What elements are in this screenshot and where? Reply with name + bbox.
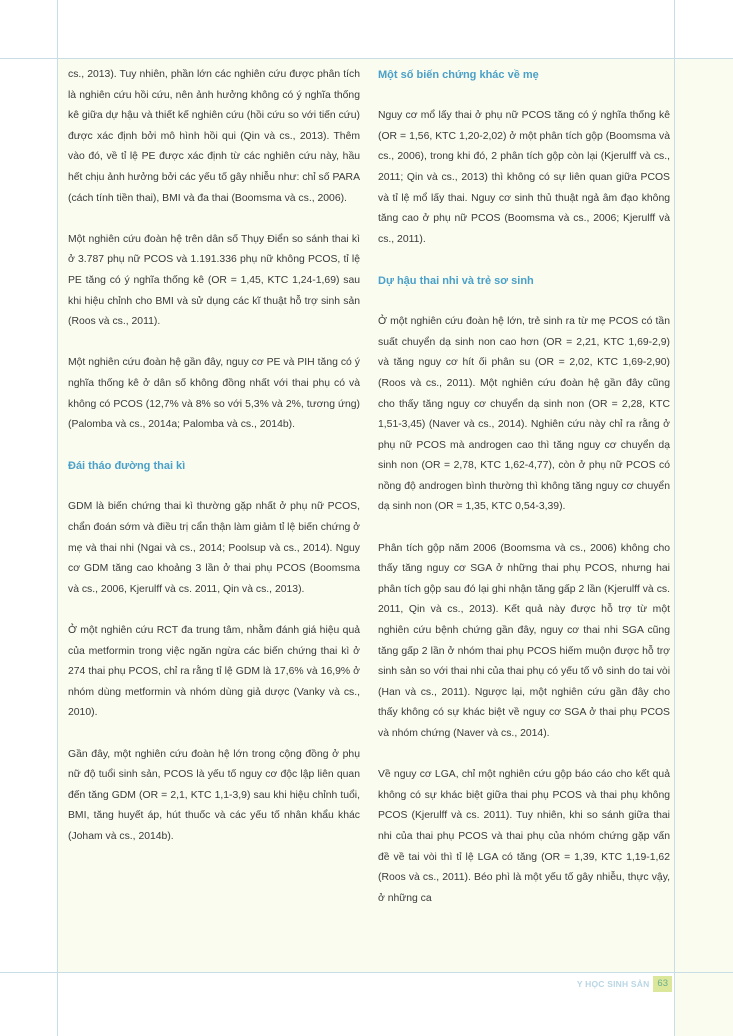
paragraph: Gần đây, một nghiên cứu đoàn hệ lớn trong cộng đồng ở phụ nữ độ tuổi sinh sản, PCOS là yếu tố nguy cơ độc lập liên quan đến tăng GDM (OR = 2,1, KTC 1,1-3,9) sau khi hiệu chỉnh tuổi, BMI, tăng huyết áp, hút thuốc và các yếu tố nhân khẩu khác (Joham và cs., 2014b). [68, 748, 360, 842]
page-footer [577, 976, 672, 992]
paragraph: Phân tích gộp năm 2006 (Boomsma và cs., 2006) không cho thấy tăng nguy cơ SGA ở những thai phụ PCOS, nhưng hai phân tích gộp sau đó lại ghi nhận tăng gấp 2 lần (Kjerulff và cs. 2011, Qin và cs., 2013). Kết quả này được hỗ trợ từ một nghiên cứu bệnh chứng gần đây, nguy cơ thai nhi SGA cũng tăng gấp 2 lần ở nhóm thai phụ PCOS hiếm muộn được hỗ trợ sinh sản so với thai nhi của thai phụ có yếu tố vô sinh do tai vòi (Han và cs., 2011). Ngược lại, một nghiên cứu gần đây cho thấy không có sự khác biệt về nguy cơ SGA ở thai phụ PCOS và nhóm chứng (Naver và cs., 2014). [378, 542, 670, 739]
guide-line [0, 972, 733, 973]
paragraph: Ở một nghiên cứu đoàn hệ lớn, trẻ sinh ra từ mẹ PCOS có tần suất chuyển dạ sinh non cao hơn (OR = 2,21, KTC 1,69-2,9) và tăng nguy cơ hít ối phân su (OR = 2,02, KTC 1,69-2,90) (Roos và cs., 2011). Một nghiên cứu đoàn hệ gần đây cũng cho thấy tăng nguy cơ chuyển dạ sinh non (OR = 2,28, KTC 1,51-3,45) (Naver và cs., 2014). Nghiên cứu này chỉ ra rằng ở phụ nữ PCOS mà androgen cao thì tăng nguy cơ chuyển dạ sinh non (OR = 2,78, KTC 1,62-4,77), còn ở phụ nữ PCOS có nồng độ androgen bình thường thì không tăng nguy cơ chuyển dạ sinh non (OR = 1,35, KTC 0,54-3,39). [378, 316, 670, 513]
page-margin-strip [675, 58, 733, 1036]
section-heading-maternal: Một số biến chứng khác về mẹ [378, 69, 539, 81]
section-heading-gdm: Đái tháo đường thai kì [68, 460, 186, 473]
guide-line [674, 0, 675, 1036]
guide-line [57, 0, 58, 1036]
section-heading-fetal: Dự hậu thai nhi và trẻ sơ sinh [378, 274, 534, 287]
journal-name: Y HỌC SINH SẢN [576, 979, 650, 989]
article-body [58, 59, 674, 972]
left-column [68, 65, 360, 868]
paragraph: Nguy cơ mổ lấy thai ở phụ nữ PCOS tăng có ý nghĩa thống kê (OR = 1,56, KTC 1,20-2,02) ở một phân tích gộp (Boomsma và cs., 2006), trong khi đó, 2 phân tích gộp còn lại (Kjerulff và cs., 2011; Qin và cs., 2013) thì không có sự liên quan giữa PCOS và tỉ lệ mổ lấy thai. Nguy cơ sinh thủ thuật ngả âm đạo không tăng cao ở phụ nữ PCOS (Boomsma và cs., 2006; Kjerulff và cs., 2011). [378, 110, 670, 245]
paragraph: Một nghiên cứu đoàn hệ gần đây, nguy cơ PE và PIH tăng có ý nghĩa thống kê ở dân số không đồng nhất với thai phụ có và không có PCOS (12,7% và 8% so với 5,3% và 2%, tương ứng) (Palomba và cs., 2014a; Palomba và cs., 2014b). [68, 357, 360, 431]
page-number: 63 [653, 976, 672, 992]
paragraph: Ở một nghiên cứu RCT đa trung tâm, nhằm đánh giá hiệu quả của metformin trong việc ngăn ngừa các biến chứng thai kì ở 274 thai phụ PCOS, chỉ ra rằng tỉ lệ GDM là 17,6% và 16,9% ở nhóm dùng metformin và nhóm dùng giả dược (Vanky và cs., 2010). [68, 625, 360, 719]
paragraph: Một nghiên cứu đoàn hệ trên dân số Thụy Điển so sánh thai kì ở 3.787 phụ nữ PCOS và 1.191.336 phụ nữ không PCOS, tỉ lệ PE tăng có ý nghĩa thống kê (OR = 1,45, KTC 1,24-1,69) sau khi hiệu chỉnh cho BMI và sử dụng các kĩ thuật hỗ trợ sinh sản (Roos và cs., 2011). [68, 233, 360, 328]
paragraph: GDM là biến chứng thai kì thường gặp nhất ở phụ nữ PCOS, chẩn đoán sớm và điều trị cẩn thận làm giảm tỉ lệ biến chứng ở mẹ và thai nhi (Ngai và cs., 2014; Poolsup và cs., 2014). Nguy cơ GDM tăng cao khoảng 3 lần ở thai phụ PCOS (Boomsma và cs., 2006, Kjerulff và cs. 2011, Qin và cs., 2013). [68, 501, 360, 595]
paragraph: cs., 2013). Tuy nhiên, phần lớn các nghiên cứu được phân tích là nghiên cứu hồi cứu, nên ảnh hưởng không có ý nghĩa thống kê giữa dự hậu và thiết kế nghiên cứu (hồi cứu so với tiến cứu) được xác định bởi mô hình hồi qui (Qin và cs., 2013). Thêm vào đó, về tỉ lệ PE được xác định từ các nghiên cứu này, hầu hết chịu ảnh hưởng bởi các yếu tố gây nhiễu như: chỉ số PARA (cách tính tiền thai), BMI và đa thai (Boomsma và cs., 2006). [68, 69, 360, 204]
paragraph: Về nguy cơ LGA, chỉ một nghiên cứu gộp báo cáo cho kết quả không có sự khác biệt giữa thai phụ PCOS và thai phụ không PCOS (Kjerulff và cs. 2011). Tuy nhiên, khi so sánh giữa thai nhi của thai phụ PCOS và thai phụ của nhóm chứng gặp vấn đề về tai vòi thì tỉ lệ LGA có tăng (OR = 1,39, KTC 1,19-1,62 (Roos và cs., 2011). Béo phì là một yếu tố gây nhiễu, thực vậy, ở những ca [378, 769, 670, 904]
right-column [378, 65, 670, 930]
guide-line [0, 58, 733, 59]
